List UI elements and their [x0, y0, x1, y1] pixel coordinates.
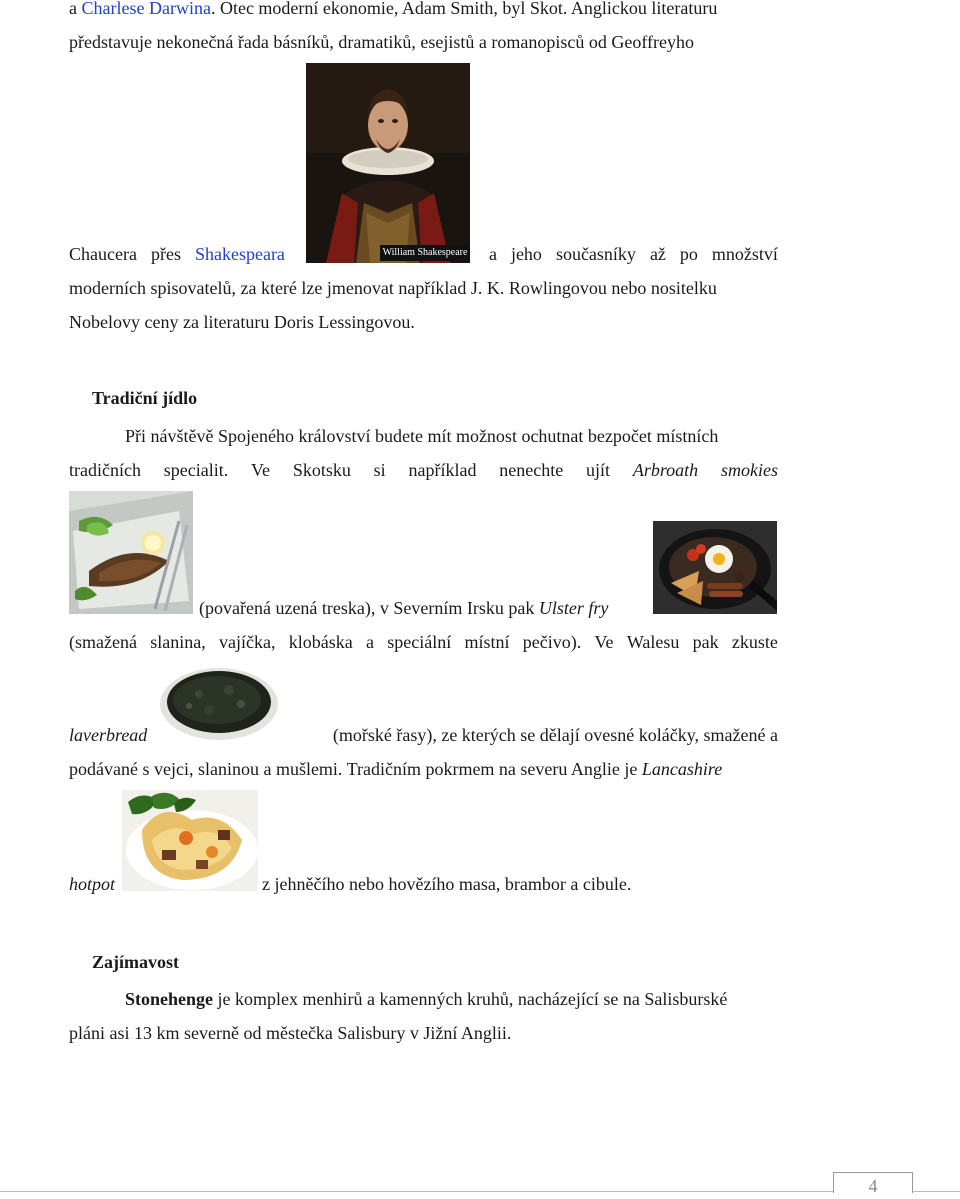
portrait-caption: William Shakespeare: [380, 245, 470, 261]
word: Skotsku: [292, 460, 351, 480]
word: tradičních: [69, 460, 141, 480]
shakespeare-portrait: [306, 63, 470, 263]
text-line: moderních spisovatelů, za které lze jmenovat například J. K. Rowlingovou nebo nositelku: [69, 278, 717, 298]
text: je komplex menhirů a kamenných kruhů, nacházející se na Salisburské: [213, 989, 728, 1009]
text-italic: Lancashire: [641, 759, 723, 779]
text-line: z jehněčího nebo hovězího masa, brambor a cibule.: [262, 874, 632, 894]
text-line: (mořské řasy), ze kterých se dělají ovesné koláčky, smažené a: [332, 725, 778, 745]
word: speciální: [387, 632, 452, 652]
word: až: [649, 244, 666, 264]
text: (povařená uzená treska), v Severním Irsku pak: [199, 598, 539, 618]
word: a: [366, 632, 374, 652]
text: a: [69, 0, 82, 18]
text-line: představuje nekonečná řada básníků, dramatiků, esejistů a romanopisců od Geoffreyho: [69, 32, 694, 52]
text-italic: Ulster fry: [538, 598, 609, 618]
section-heading-fact: Zajímavost: [92, 952, 179, 972]
word: (smažená: [69, 632, 137, 652]
text-line: [69, 758, 778, 780]
word: místní: [464, 632, 510, 652]
word: například: [408, 460, 477, 480]
word: a: [488, 244, 497, 264]
word: jeho: [510, 244, 542, 264]
word: současníky: [555, 244, 636, 264]
word: Walesu: [626, 632, 680, 652]
arbroath-smokies-image: [69, 491, 193, 614]
word: vajíčka,: [219, 632, 276, 652]
word: slanina,: [150, 632, 206, 652]
word-italic: smokies: [720, 460, 778, 480]
text: podávané s vejci, slaninou a mušlemi. Tradičním pokrmem na severu Anglie je: [69, 759, 642, 779]
section-heading-food: Tradiční jídlo: [92, 388, 198, 408]
word: klobáska: [288, 632, 353, 652]
page-number: 4: [833, 1172, 913, 1193]
text-italic: laverbread: [69, 725, 148, 745]
word: po: [679, 244, 698, 264]
text-line: pláni asi 13 km severně od městečka Salisbury v Jižní Anglii.: [69, 1023, 512, 1043]
text-bold: Stonehenge: [125, 989, 214, 1009]
word: Chaucera: [69, 244, 137, 264]
word: přes: [150, 244, 181, 264]
text-line: [125, 988, 778, 1010]
ulster-fry-image: [653, 521, 777, 614]
footer-rule: [0, 1191, 960, 1192]
word: Ve: [251, 460, 271, 480]
darwin-link[interactable]: Charlese Darwina: [81, 0, 211, 18]
word: pečivo).: [522, 632, 582, 652]
text-line: [199, 597, 649, 619]
word: Ve: [594, 632, 614, 652]
text-italic: hotpot: [69, 874, 116, 894]
text: . Otec moderní ekonomie, Adam Smith, byl Skot. Anglickou literaturu: [210, 0, 718, 18]
word: specialit.: [163, 460, 229, 480]
word: si: [373, 460, 386, 480]
shakespeare-link[interactable]: Shakespeara: [194, 244, 285, 264]
word-italic: Arbroath: [632, 460, 699, 480]
text-line-justified: [69, 631, 778, 653]
word: zkuste: [731, 632, 778, 652]
word: nenechte: [499, 460, 564, 480]
text-line: Při návštěvě Spojeného království budete mít možnost ochutnat bezpočet místních: [125, 426, 719, 446]
text-line: Nobelovy ceny za literaturu Doris Lessingovou.: [69, 312, 415, 332]
word: množství: [711, 244, 778, 264]
word: pak: [692, 632, 719, 652]
text-line-justified: [69, 459, 778, 481]
word: ujít: [586, 460, 611, 480]
text-line: [69, 0, 778, 19]
